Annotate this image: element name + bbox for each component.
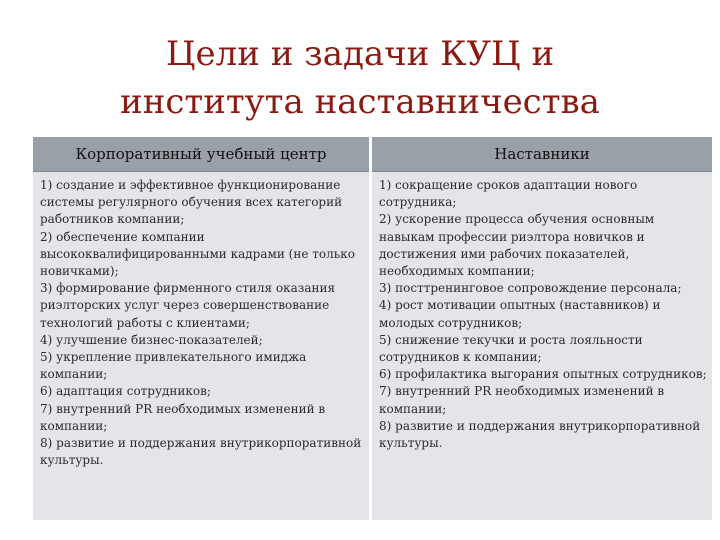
- goal-item: 6) профилактика выгорания опытных сотрудников;: [379, 367, 707, 382]
- goal-item: 2) обеспечение компании высококвалифицированными кадрами (не только новичками);: [40, 229, 355, 279]
- mentors-goals-cell: [372, 172, 712, 520]
- goal-item: 1) создание и эффективное функционирование системы регулярного обучения всех категорий работников компании;: [40, 178, 343, 227]
- goal-item: 7) внутренний PR необходимых изменений в компании;: [40, 401, 326, 433]
- slide-title-line-2: института наставничества: [120, 82, 600, 122]
- goal-item: 4) улучшение бизнес-показателей;: [40, 332, 263, 347]
- goal-item: 3) формирование фирменного стиля оказания риэлторских услуг через совершенствование технологий работы с клиентами;: [40, 281, 336, 330]
- goal-item: 1) сокращение сроков адаптации нового сотрудника;: [379, 178, 638, 210]
- training-center-goals-cell: [33, 172, 369, 520]
- goal-item: 3) посттренинговое сопровождение персонала;: [379, 281, 682, 296]
- slide-title: [0, 30, 720, 126]
- goal-item: 4) рост мотивации опытных (наставников) и молодых сотрудников;: [379, 298, 661, 330]
- goal-item: 5) укрепление привлекательного имиджа компании;: [40, 350, 307, 382]
- goal-item: 8) развитие и поддержания внутрикорпоративной культуры.: [40, 436, 362, 468]
- slide-title-line-1: Цели и задачи КУЦ и: [165, 34, 555, 74]
- goal-item: 5) снижение текучки и роста лояльности сотрудников к компании;: [379, 332, 643, 365]
- column-header-mentors: Наставники: [372, 137, 712, 172]
- goal-item: 6) адаптация сотрудников;: [40, 384, 211, 399]
- column-header-training-center: Корпоративный учебный центр: [33, 137, 369, 172]
- goal-item: 7) внутренний PR необходимых изменений в компании;: [379, 384, 665, 416]
- goal-item: 2) ускорение процесса обучения основным навыкам профессии риэлтора новичков и достижения ими рабочих показателей, необходимых компании;: [379, 212, 655, 279]
- goal-item: 8) развитие и поддержания внутрикорпоративной культуры.: [379, 418, 701, 451]
